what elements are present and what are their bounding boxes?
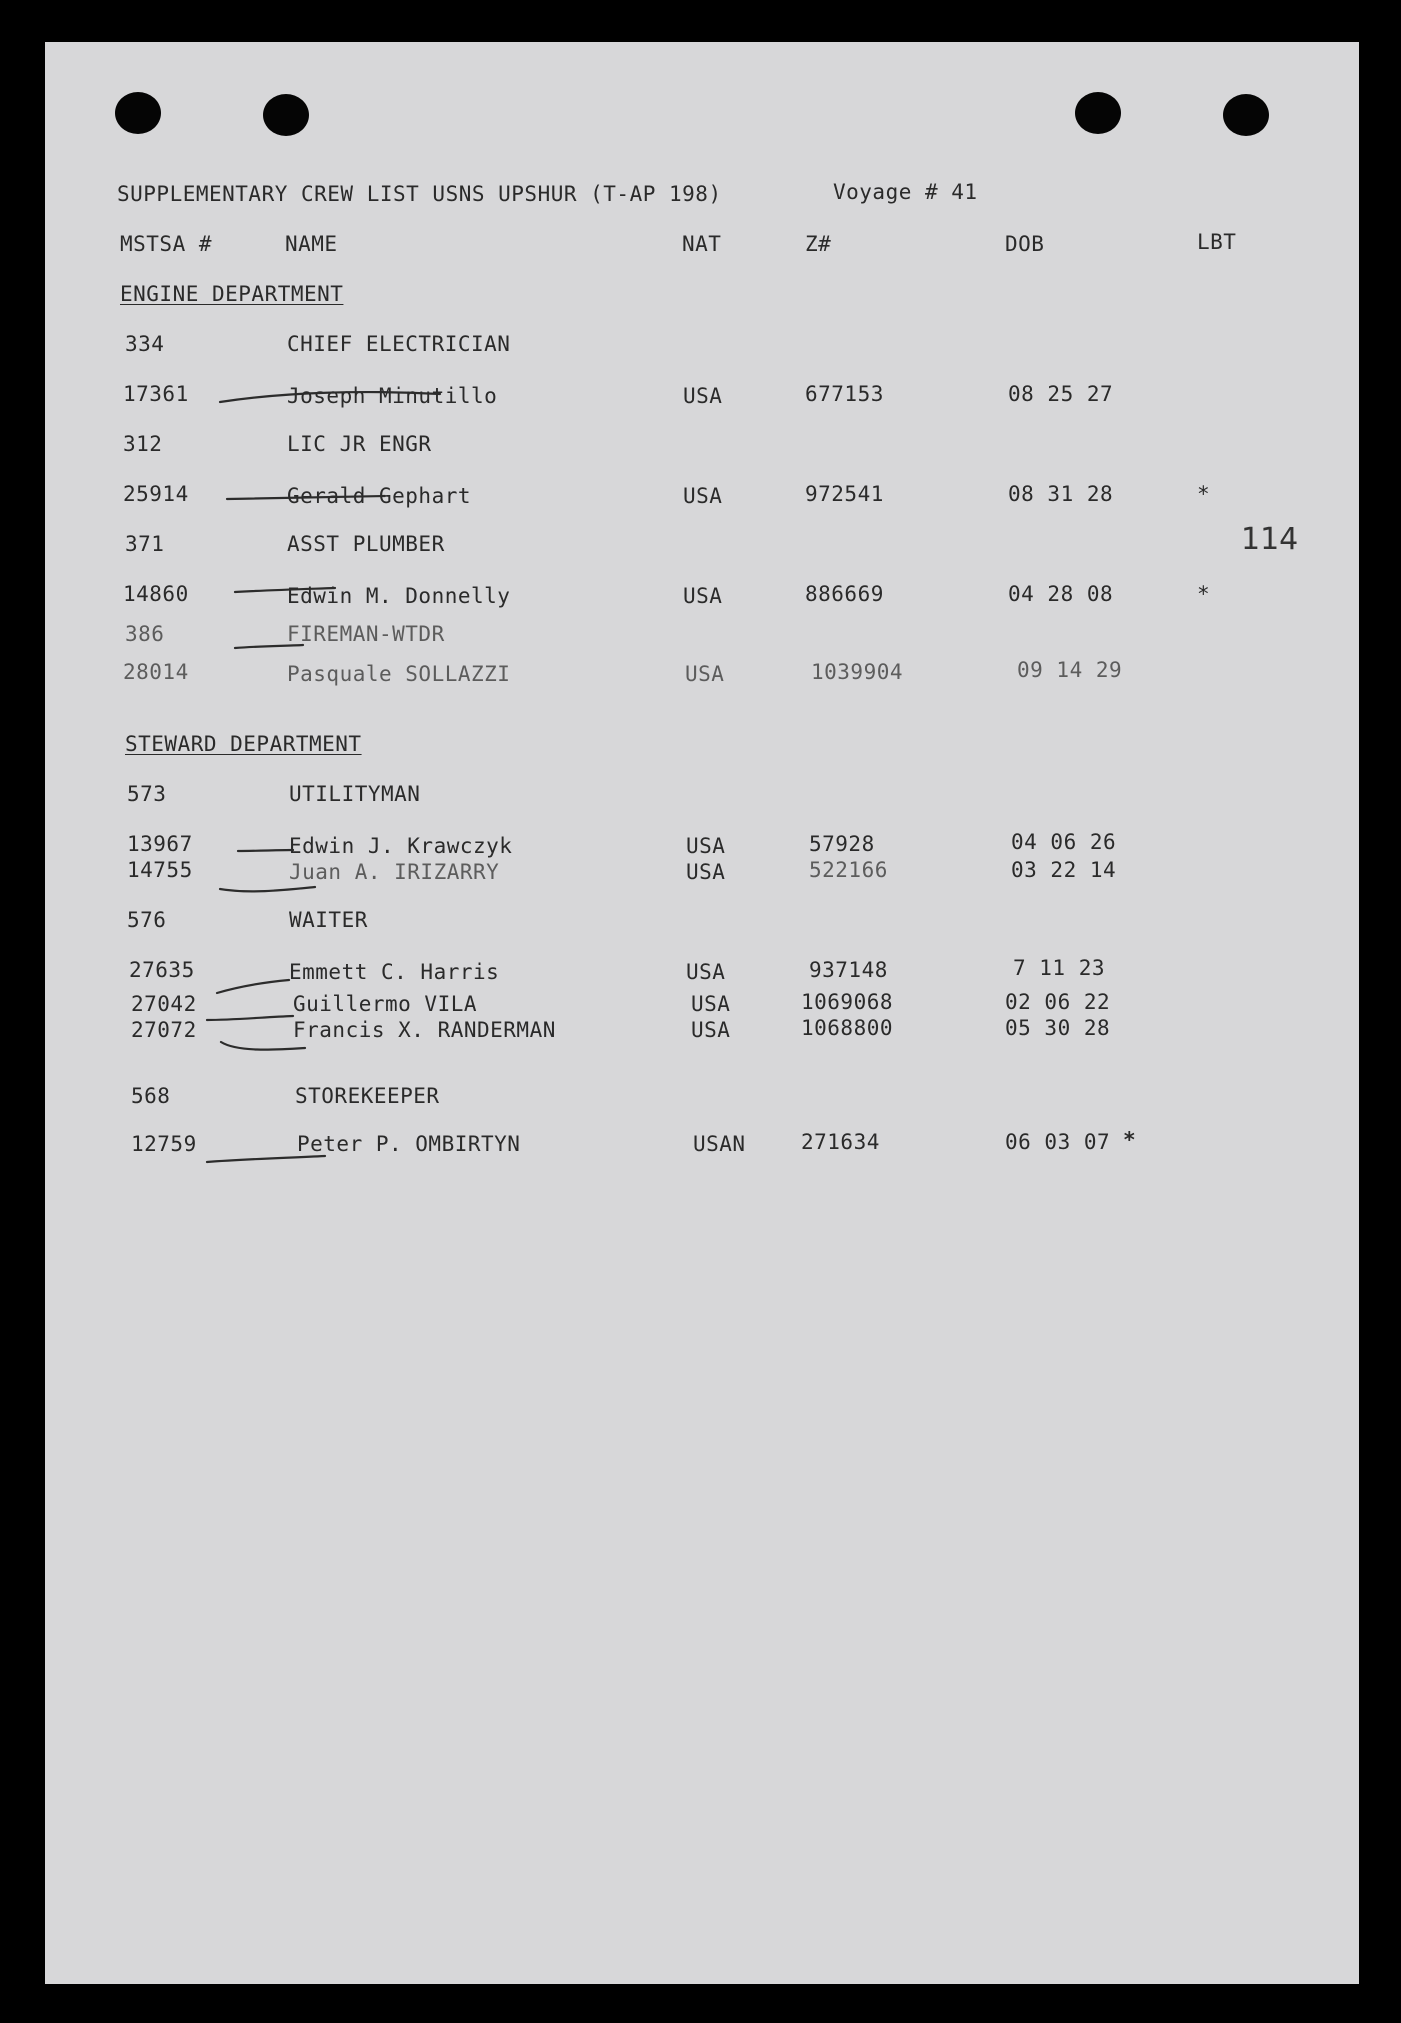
column-header-dob: DOB xyxy=(1005,232,1045,256)
rating-title: CHIEF ELECTRICIAN xyxy=(287,332,511,356)
crew-name: Juan A. IRIZARRY xyxy=(289,860,500,884)
voyage-label: Voyage # 41 xyxy=(833,180,978,204)
lbt-mark: * xyxy=(1197,482,1211,506)
crew-name: Guillermo VILA xyxy=(293,992,478,1016)
z-number: 271634 xyxy=(801,1130,880,1154)
z-number: 57928 xyxy=(809,832,875,856)
rating-title: FIREMAN-WTDR xyxy=(287,622,445,646)
crew-name: Peter P. OMBIRTYN xyxy=(297,1132,521,1156)
column-header-nat: NAT xyxy=(682,232,722,256)
crew-name: Francis X. RANDERMAN xyxy=(293,1018,556,1042)
department-heading: ENGINE DEPARTMENT xyxy=(120,282,344,306)
nationality: USA xyxy=(686,960,726,984)
nationality: USA xyxy=(686,860,726,884)
z-number: 937148 xyxy=(809,958,888,982)
mstsa-number: 27635 xyxy=(129,958,195,982)
rating-code: 334 xyxy=(125,332,165,356)
punch-hole xyxy=(263,94,309,136)
rating-code: 312 xyxy=(123,432,163,456)
crew-name: Joseph Minutillo xyxy=(287,384,498,408)
date-of-birth: 04 28 08 xyxy=(1008,582,1114,606)
crew-name: Emmett C. Harris xyxy=(289,960,500,984)
mstsa-number: 27072 xyxy=(131,1018,197,1042)
z-number: 677153 xyxy=(805,382,884,406)
z-number: 522166 xyxy=(809,858,888,882)
mstsa-number: 13967 xyxy=(127,832,193,856)
rating-title: ASST PLUMBER xyxy=(287,532,445,556)
date-of-birth: 05 30 28 xyxy=(1005,1016,1111,1040)
mstsa-number: 14860 xyxy=(123,582,189,606)
rating-title: UTILITYMAN xyxy=(289,782,421,806)
nationality: USA xyxy=(683,384,723,408)
rating-code: 568 xyxy=(131,1084,171,1108)
z-number: 1068800 xyxy=(801,1016,894,1040)
department-heading: STEWARD DEPARTMENT xyxy=(125,732,362,756)
date-of-birth: 06 03 07 xyxy=(1005,1130,1111,1154)
crew-name: Gerald Gephart xyxy=(287,484,472,508)
rating-code: 573 xyxy=(127,782,167,806)
rating-title: LIC JR ENGR xyxy=(287,432,432,456)
mstsa-number: 25914 xyxy=(123,482,189,506)
date-of-birth: 08 31 28 xyxy=(1008,482,1114,506)
mstsa-number: 17361 xyxy=(123,382,189,406)
date-of-birth: 04 06 26 xyxy=(1011,830,1117,854)
z-number: 972541 xyxy=(805,482,884,506)
document-page xyxy=(45,42,1359,1984)
nationality: USA xyxy=(691,992,731,1016)
rating-code: 386 xyxy=(125,622,165,646)
column-header-z: Z# xyxy=(805,232,832,256)
nationality: USAN xyxy=(693,1132,746,1156)
nationality: USA xyxy=(683,484,723,508)
column-header-mstsa: MSTSA # xyxy=(120,232,213,256)
punch-hole xyxy=(115,92,161,134)
rating-code: 371 xyxy=(125,532,165,556)
z-number: 1039904 xyxy=(811,660,904,684)
date-of-birth: 7 11 23 xyxy=(1013,956,1106,980)
date-of-birth: 02 06 22 xyxy=(1005,990,1111,1014)
rating-title: WAITER xyxy=(289,908,368,932)
lbt-mark: * xyxy=(1123,1128,1137,1152)
column-header-name: NAME xyxy=(285,232,338,256)
mstsa-number: 28014 xyxy=(123,660,189,684)
date-of-birth: 09 14 29 xyxy=(1017,658,1123,682)
nationality: USA xyxy=(691,1018,731,1042)
punch-hole xyxy=(1075,92,1121,134)
nationality: USA xyxy=(686,834,726,858)
rating-title: STOREKEEPER xyxy=(295,1084,440,1108)
crew-name: Edwin J. Krawczyk xyxy=(289,834,513,858)
mstsa-number: 12759 xyxy=(131,1132,197,1156)
document-title: SUPPLEMENTARY CREW LIST USNS UPSHUR (T-AP 198) xyxy=(117,182,722,206)
rating-code: 576 xyxy=(127,908,167,932)
nationality: USA xyxy=(683,584,723,608)
column-header-lbt: LBT xyxy=(1197,230,1237,254)
mstsa-number: 27042 xyxy=(131,992,197,1016)
z-number: 886669 xyxy=(805,582,884,606)
lbt-mark: * xyxy=(1197,582,1211,606)
punch-hole xyxy=(1223,94,1269,136)
date-of-birth: 08 25 27 xyxy=(1008,382,1114,406)
nationality: USA xyxy=(685,662,725,686)
date-of-birth: 03 22 14 xyxy=(1011,858,1117,882)
page-number: 114 xyxy=(1241,522,1299,557)
z-number: 1069068 xyxy=(801,990,894,1014)
mstsa-number: 14755 xyxy=(127,858,193,882)
crew-name: Edwin M. Donnelly xyxy=(287,584,511,608)
crew-name: Pasquale SOLLAZZI xyxy=(287,662,511,686)
